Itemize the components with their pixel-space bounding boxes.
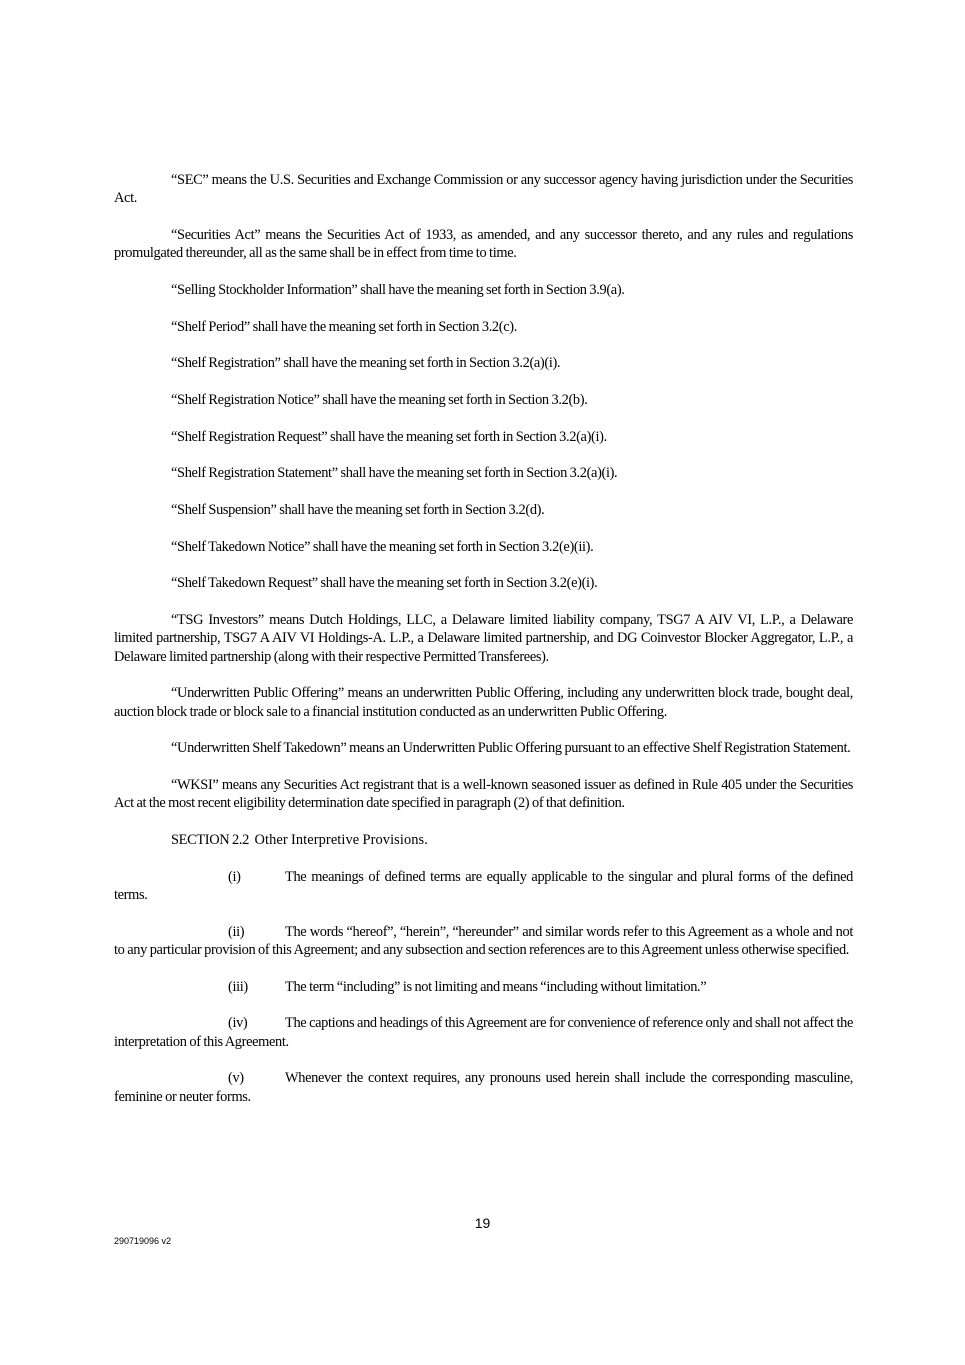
provision-number: (i) <box>228 868 241 885</box>
definition-securities-act: “Securities Act” means the Securities Act of 1933, as amended, and any successor thereto, and any rules and regulations promulgated thereunder, all as the same shall be in effect from time to time. <box>114 226 853 262</box>
definition-shelf-suspension: “Shelf Suspension” shall have the meaning set forth in Section 3.2(d). <box>171 502 545 519</box>
provision-number: (iv) <box>228 1015 248 1032</box>
provision-text: The meanings of defined terms are equally applicable to the singular and plural forms of the defined terms. <box>114 868 853 904</box>
provision-text: Whenever the context requires, any pronouns used herein shall include the corresponding masculine, feminine or neuter forms. <box>114 1070 853 1105</box>
definition-underwritten-public-offering: “Underwritten Public Offering” means an underwritten Public Offering, including any underwritten block trade, bought deal, auction block trade or block sale to a financial institution conducted as an underwritten Public Offering. <box>114 685 853 720</box>
page-body <box>114 171 853 1124</box>
document-id: 290719096 v2 <box>114 1236 172 1246</box>
provision-text: The captions and headings of this Agreement are for convenience of reference only and shall not affect the interpretation of this Agreement. <box>114 1015 853 1050</box>
definition-shelf-period: “Shelf Period” shall have the meaning set forth in Section 3.2(c). <box>171 318 517 335</box>
definition-shelf-takedown-notice: “Shelf Takedown Notice” shall have the meaning set forth in Section 3.2(e)(ii). <box>171 538 594 555</box>
provision-item <box>114 868 853 905</box>
definition-selling-stockholder-information: “Selling Stockholder Information” shall have the meaning set forth in Section 3.9(a). <box>171 281 625 298</box>
provision-number: (ii) <box>228 923 245 940</box>
provision-number: (v) <box>228 1070 244 1087</box>
provision-item <box>114 1069 853 1106</box>
provision-item <box>114 978 853 996</box>
section-title: Other Interpretive Provisions. <box>254 832 428 849</box>
definition-shelf-registration: “Shelf Registration” shall have the meaning set forth in Section 3.2(a)(i). <box>171 355 561 372</box>
section-heading <box>114 831 853 849</box>
definition-wksi: “WKSI” means any Securities Act registrant that is a well-known seasoned issuer as defined in Rule 405 under the Securities Act at the most recent eligibility determination date specified in paragraph (2) of that definition. <box>114 777 853 812</box>
definition-tsg-investors: “TSG Investors” means Dutch Holdings, LLC, a Delaware limited liability company, TSG7 A AIV VI, L.P., a Delaware limited partnership, TSG7 A AIV VI Holdings-A. L.P., a Delaware limited partnership, and DG Coinvestor Blocker Aggregator, L.P., a Delaware limited partnership (along with their respective Permitted Transferees). <box>114 612 853 665</box>
definition-shelf-registration-request: “Shelf Registration Request” shall have the meaning set forth in Section 3.2(a)(i). <box>171 428 607 445</box>
provision-item <box>114 1014 853 1051</box>
section-number: SECTION 2.2 <box>171 832 249 849</box>
provision-number: (iii) <box>228 978 248 995</box>
definition-shelf-registration-statement: “Shelf Registration Statement” shall have the meaning set forth in Section 3.2(a)(i). <box>171 465 618 482</box>
provision-text: The words “hereof”, “herein”, “hereunder” and similar words refer to this Agreement as a whole and not to any particular provision of this Agreement; and any subsection and section references are to this Agreement unless otherwise specified. <box>114 923 853 959</box>
provision-item <box>114 923 853 960</box>
page-number: 19 <box>474 1215 491 1231</box>
definition-underwritten-shelf-takedown: “Underwritten Shelf Takedown” means an Underwritten Public Offering pursuant to an effective Shelf Registration Statement. <box>171 740 851 757</box>
definition-sec: “SEC” means the U.S. Securities and Exchange Commission or any successor agency having jurisdiction under the Securities Act. <box>114 172 853 207</box>
definition-shelf-registration-notice: “Shelf Registration Notice” shall have the meaning set forth in Section 3.2(b). <box>171 392 588 409</box>
provision-text: The term “including” is not limiting and means “including without limitation.” <box>285 978 707 995</box>
definition-shelf-takedown-request: “Shelf Takedown Request” shall have the meaning set forth in Section 3.2(e)(i). <box>171 575 598 592</box>
